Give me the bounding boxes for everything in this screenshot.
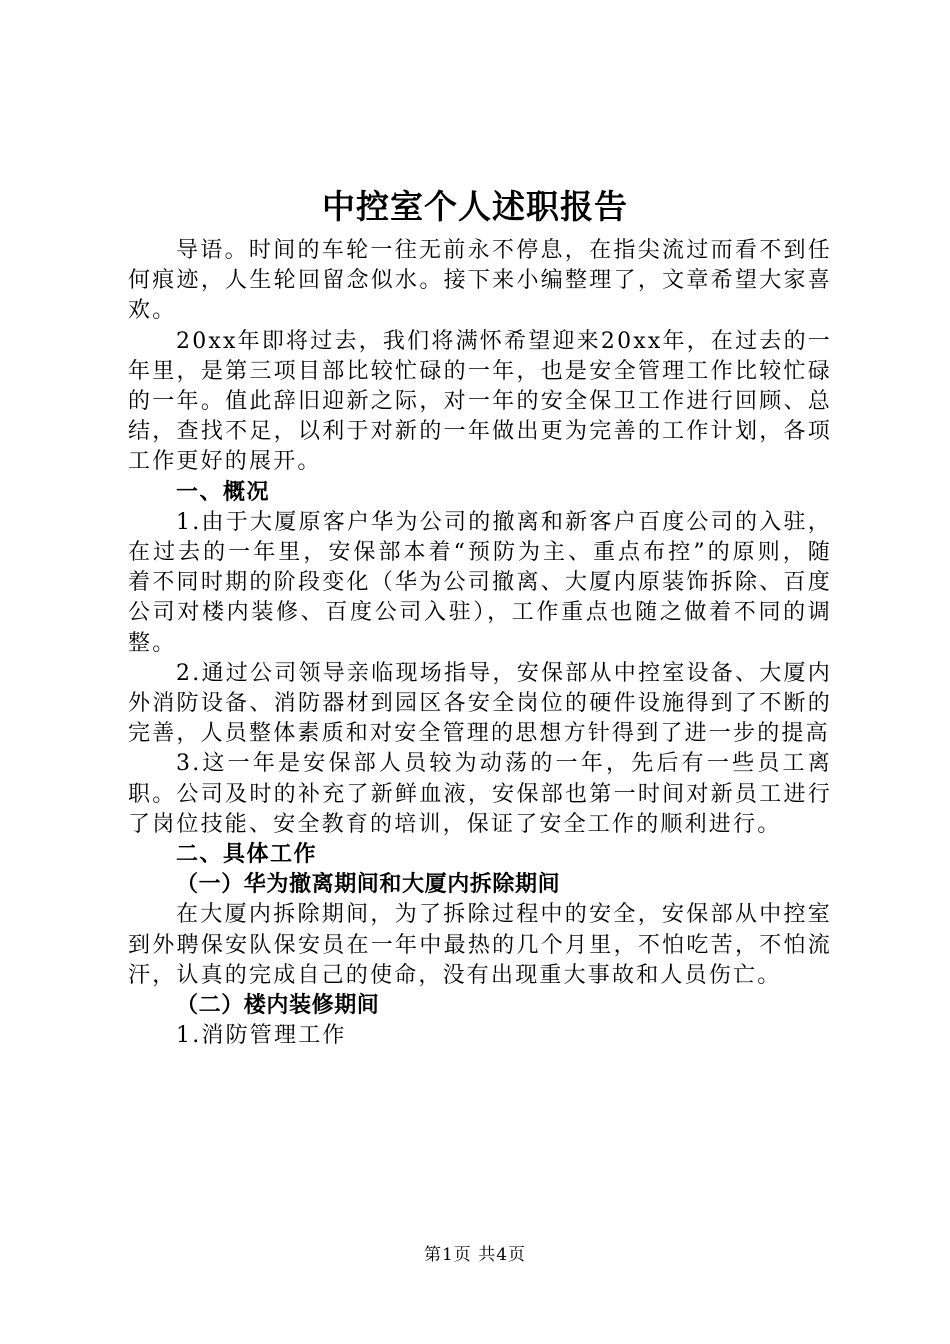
section-heading-work: 二、具体工作 — [176, 842, 318, 868]
paragraph-item-2: 2.通过公司领导亲临现场指导，安保部从中控室设备、大厦内外消防设备、消防器材到园区各安全岗位的硬件设施得到了不断的完善，人员整体素质和对安全管理的思想方针得到了进一步的提高 — [128, 660, 832, 747]
document-body — [128, 236, 832, 1051]
paragraph-item-1: 1.由于大厦原客户华为公司的撤离和新客户百度公司的入驻，在过去的一年里，安保部本着“预防为主、重点布控”的原则，随着不同时期的阶段变化（华为公司撤离、大厦内原装饰拆除、百度公司对楼内装修、百度公司入驻），工作重点也随之做着不同的调整。 — [128, 509, 832, 656]
document-title: 中控室个人述职报告 — [322, 187, 628, 226]
paragraph-item-3: 3.这一年是安保部人员较为动荡的一年，先后有一些员工离职。公司及时的补充了新鲜血液，安保部也第一时间对新员工进行了岗位技能、安全教育的培训，保证了安全工作的顺利进行。 — [128, 751, 832, 837]
paragraph-fire-management: 1.消防管理工作 — [176, 1023, 347, 1049]
paragraph-demolition: 在大厦内拆除期间，为了拆除过程中的安全，安保部从中控室到外聘保安队保安员在一年中最热的几个月里，不怕吃苦，不怕流汗，认真的完成自己的使命，没有出现重大事故和人员伤亡。 — [128, 902, 832, 988]
section-heading-overview: 一、概况 — [176, 479, 271, 505]
paragraph-intro: 导语。时间的车轮一往无前永不停息，在指尖流过而看不到任何痕迹，人生轮回留念似水。接下来小编整理了，文章希望大家喜欢。 — [128, 238, 832, 324]
subsection-heading-1: （一）华为撤离期间和大厦内拆除期间 — [176, 872, 561, 898]
page-number-footer: 第1页 共4页 — [423, 1245, 527, 1265]
paragraph-overview-lead: 20xx年即将过去，我们将满怀希望迎来20xx年，在过去的一年里，是第三项目部比较忙碌的一年，也是安全管理工作比较忙碌的一年。值此辞旧迎新之际，对一年的安全保卫工作进行回顾、总结，查找不足，以利于对新的一年做出更为完善的工作计划，各项工作更好的展开。 — [128, 328, 832, 475]
subsection-heading-2: （二）楼内装修期间 — [176, 993, 380, 1019]
